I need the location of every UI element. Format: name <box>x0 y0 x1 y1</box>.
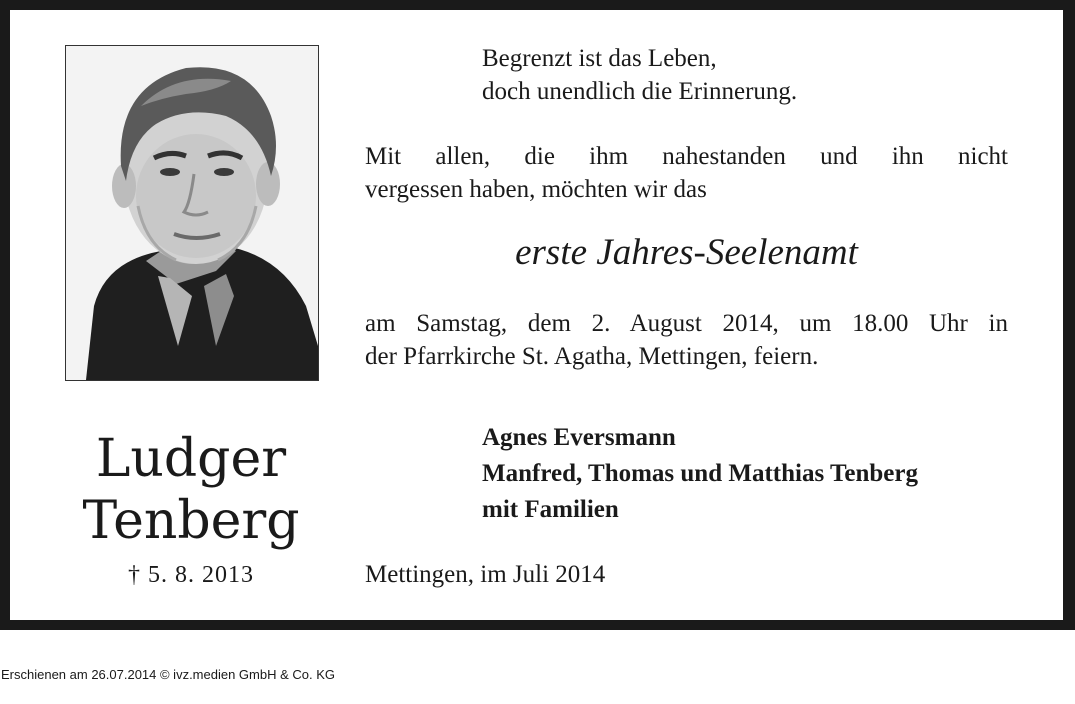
signer-line: Agnes Eversmann <box>482 424 676 451</box>
deceased-name-block <box>50 428 332 589</box>
mass-title: erste Jahres-Seelenamt <box>515 232 858 273</box>
signer-line: Manfred, Thomas und Matthias Tenberg <box>482 460 918 487</box>
publication-footer: Erschienen am 26.07.2014 © ivz.medien GmbH & Co. KG <box>1 667 336 682</box>
verse-line: Begrenzt ist das Leben, <box>482 45 717 72</box>
intro-paragraph <box>365 140 1008 206</box>
death-date: † 5. 8. 2013 <box>128 562 254 588</box>
deceased-first-name: Ludger <box>95 429 287 489</box>
details-line: am Samstag, dem 2. August 2014, um 18.00 Uhr in <box>365 310 1008 337</box>
details-line: der Pfarrkirche St. Agatha, Mettingen, feiern. <box>365 343 819 370</box>
memorial-verse <box>482 42 797 108</box>
signer-line: mit Familien <box>482 496 619 523</box>
intro-line: vergessen haben, möchten wir das <box>365 176 707 203</box>
place-date: Mettingen, im Juli 2014 <box>365 561 606 588</box>
deceased-last-name: Tenberg <box>82 491 300 551</box>
signers-block <box>482 420 918 528</box>
intro-line: Mit allen, die ihm nahestanden und ihn nicht <box>365 143 1008 170</box>
verse-line: doch unendlich die Erinnerung. <box>482 78 798 105</box>
service-details <box>365 307 1008 373</box>
obituary-notice <box>10 10 1063 620</box>
portrait-photo <box>65 45 319 381</box>
